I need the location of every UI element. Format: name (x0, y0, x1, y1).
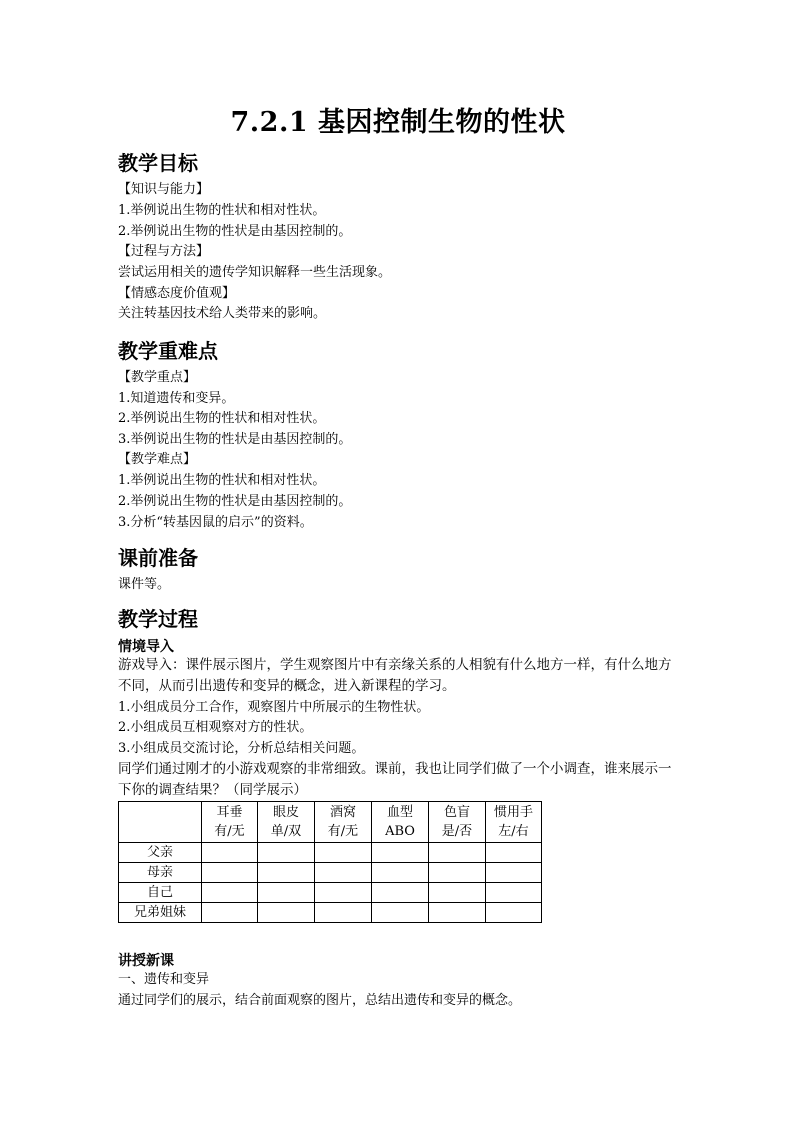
table-cell (486, 843, 542, 863)
table-cell (486, 883, 542, 903)
table-cell (202, 903, 258, 923)
table-header-cell: 色盲 是/否 (429, 802, 486, 843)
key-points-line: 2.举例说出生物的性状和相对性状。 (118, 411, 326, 426)
goals-line: 【过程与方法】 (118, 244, 210, 259)
key-points-line: 3.分析“转基因鼠的启示”的资料。 (118, 515, 313, 530)
table-header-cell: 惯用手 左/右 (486, 802, 542, 843)
section-heading-process: 教学过程 (118, 607, 198, 631)
preparation-line: 课件等。 (118, 577, 171, 592)
table-cell (202, 883, 258, 903)
table-cell (372, 843, 429, 863)
section-heading-goals: 教学目标 (118, 151, 198, 175)
intro-paragraph: 游戏导入：课件展示图片，学生观察图片中有亲缘关系的人相貌有什么地方一样，有什么地方不同，从而引出遗传和变异的概念，进入新课程的学习。 (118, 657, 672, 694)
table-cell (315, 843, 372, 863)
goals-line: 【情感态度价值观】 (118, 286, 236, 301)
table-cell (258, 883, 315, 903)
table-cell (429, 863, 486, 883)
goals-line: 1.举例说出生物的性状和相对性状。 (118, 203, 326, 218)
key-points-line: 1.知道遗传和变异。 (118, 391, 235, 406)
new-lesson-heading: 讲授新课 (118, 953, 174, 969)
table-header-cell: 耳垂 有/无 (202, 802, 258, 843)
table-header-cell: 血型 ABO (372, 802, 429, 843)
table-header-cell: 酒窝 有/无 (315, 802, 372, 843)
table-row (119, 903, 542, 923)
key-points-line: 3.举例说出生物的性状是由基因控制的。 (118, 432, 352, 447)
new-lesson-paragraph: 通过同学们的展示，结合前面观察的图片，总结出遗传和变异的概念。 (118, 993, 522, 1008)
table-cell (486, 903, 542, 923)
table-row-label: 母亲 (119, 863, 202, 883)
table-cell (202, 843, 258, 863)
table-cell (429, 883, 486, 903)
table-cell (486, 863, 542, 883)
table-cell (258, 903, 315, 923)
intro-heading: 情境导入 (118, 639, 174, 655)
table-cell (372, 903, 429, 923)
goals-line: 关注转基因技术给人类带来的影响。 (118, 306, 327, 321)
goals-line: 2.举例说出生物的性状是由基因控制的。 (118, 224, 352, 239)
key-points-line: 【教学难点】 (118, 452, 197, 467)
intro-step: 2.小组成员互相观察对方的性状。 (118, 720, 313, 735)
table-row (119, 843, 542, 863)
table-row-label: 自己 (119, 883, 202, 903)
section-heading-preparation: 课前准备 (118, 546, 198, 570)
table-row-label: 兄弟姐妹 (119, 903, 202, 923)
intro-step: 1.小组成员分工合作，观察图片中所展示的生物性状。 (118, 700, 430, 715)
table-header-cell: 眼皮 单/双 (258, 802, 315, 843)
intro-step: 3.小组成员交流讨论，分析总结相关问题。 (118, 741, 365, 756)
table-cell (372, 883, 429, 903)
table-cell (202, 863, 258, 883)
goals-line: 【知识与能力】 (118, 182, 210, 197)
table-header-row (119, 802, 542, 843)
table-row-label: 父亲 (119, 843, 202, 863)
key-points-line: 2.举例说出生物的性状是由基因控制的。 (118, 494, 352, 509)
page-title: 7.2.1 基因控制生物的性状 (230, 107, 566, 138)
table-row (119, 883, 542, 903)
survey-paragraph: 同学们通过刚才的小游戏观察的非常细致。课前，我也让同学们做了一个小调查，谁来展示一下你的调查结果？（同学展示） (118, 761, 672, 798)
table-cell (429, 843, 486, 863)
table-cell (315, 863, 372, 883)
table-cell (429, 903, 486, 923)
key-points-line: 【教学重点】 (118, 370, 197, 385)
table-cell (315, 883, 372, 903)
table-cell (372, 863, 429, 883)
table-corner-cell (119, 802, 202, 843)
survey-table (118, 801, 542, 923)
table-cell (258, 843, 315, 863)
goals-line: 尝试运用相关的遗传学知识解释一些生活现象。 (118, 265, 392, 280)
key-points-line: 1.举例说出生物的性状和相对性状。 (118, 473, 326, 488)
table-cell (315, 903, 372, 923)
new-lesson-subheading: 一、遗传和变异 (118, 972, 210, 987)
table-cell (258, 863, 315, 883)
section-heading-key-points: 教学重难点 (118, 339, 218, 363)
table-row (119, 863, 542, 883)
